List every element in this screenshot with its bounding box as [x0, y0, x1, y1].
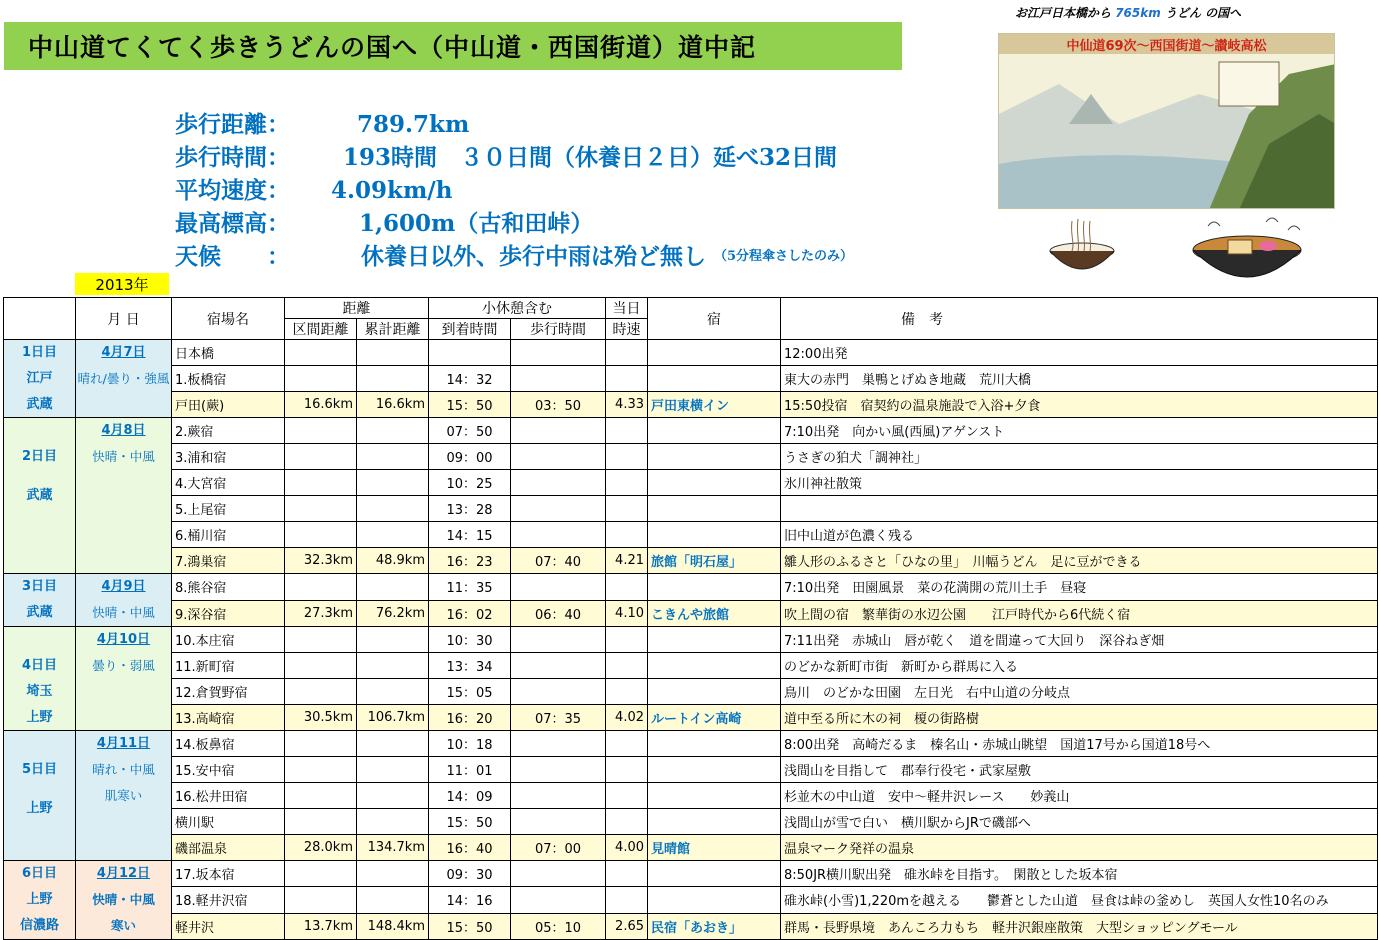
weather-label: 快晴・中風 [92, 605, 155, 620]
speed-cell: 2.65 [606, 913, 648, 939]
walk-time-cell [511, 496, 606, 522]
header-station: 宿場名 [172, 298, 285, 340]
header-month-day: 月 日 [76, 298, 172, 340]
stat-label: 平均速度： [175, 177, 290, 204]
station-cell: 18.軽井沢宿 [172, 887, 285, 913]
inn-cell: 民宿「あおき」 [648, 913, 781, 939]
speed-cell [606, 757, 648, 783]
inn-cell [648, 809, 781, 835]
station-cell: 軽井沢 [172, 913, 285, 939]
table-row [4, 653, 1378, 679]
cumulative-distance-cell [357, 522, 429, 548]
inn-cell [648, 444, 781, 470]
cumulative-distance-cell [357, 340, 429, 366]
speed-cell [606, 887, 648, 913]
region-label: 上野 [26, 892, 53, 907]
note-cell: 温泉マーク発祥の温泉 [781, 835, 1378, 861]
date-link[interactable]: 4月9日 [101, 579, 146, 594]
note-cell: うさぎの狛犬「調神社」 [781, 444, 1378, 470]
speed-cell: 4.02 [606, 705, 648, 731]
page-title: 中山道てくてく歩きうどんの国へ（中山道・西国街道）道中記 [4, 22, 902, 70]
walk-time-cell: 05：10 [511, 913, 606, 939]
speed-cell [606, 574, 648, 601]
weather-label: 晴れ・中風 [92, 762, 155, 777]
note-cell [781, 496, 1378, 522]
segment-distance-cell: 30.5km [285, 705, 357, 731]
segment-distance-cell: 13.7km [285, 913, 357, 939]
table-row [4, 679, 1378, 705]
inn-cell [648, 861, 781, 887]
station-cell: 4.大宮宿 [172, 470, 285, 496]
station-cell: 15.安中宿 [172, 757, 285, 783]
segment-distance-cell [285, 679, 357, 705]
cumulative-distance-cell: 148.4km [357, 913, 429, 939]
walk-time-cell [511, 418, 606, 444]
date-link[interactable]: 4月12日 [96, 866, 151, 881]
segment-distance-cell [285, 861, 357, 887]
day-label: 4日目 [21, 658, 58, 673]
note-cell: 8:50JR横川駅出発 碓氷峠を目指す。 閑散とした坂本宿 [781, 861, 1378, 887]
day-cell [4, 861, 76, 940]
cumulative-distance-cell [357, 757, 429, 783]
day-label: 2日目 [21, 449, 58, 464]
arrival-time-cell: 10：25 [429, 470, 511, 496]
cumulative-distance-cell [357, 731, 429, 757]
table-row [4, 887, 1378, 913]
speed-cell: 4.10 [606, 600, 648, 627]
station-cell: 日本橋 [172, 340, 285, 366]
arrival-time-cell: 13：28 [429, 496, 511, 522]
table-row [4, 444, 1378, 470]
segment-distance-cell [285, 809, 357, 835]
day-label: 5日目 [21, 762, 58, 777]
day-cell [4, 340, 76, 418]
arrival-time-cell: 14：32 [429, 366, 511, 392]
arrival-time-cell: 10：18 [429, 731, 511, 757]
cumulative-distance-cell [357, 418, 429, 444]
weather-label: 肌寒い [104, 788, 143, 803]
date-link[interactable]: 4月10日 [96, 632, 151, 647]
header-notes: 備 考 [781, 298, 1378, 340]
arrival-time-cell: 10：30 [429, 627, 511, 653]
cumulative-distance-cell [357, 809, 429, 835]
stat-row-speed [175, 174, 853, 207]
table-row [4, 809, 1378, 835]
region-label: 信濃路 [19, 918, 59, 933]
walk-time-cell [511, 731, 606, 757]
note-cell: 8:00出発 高崎だるま 榛名山・赤城山眺望 国道17号から国道18号へ [781, 731, 1378, 757]
table-row [4, 627, 1378, 653]
cumulative-distance-cell [357, 496, 429, 522]
stat-label: 天候 ： [175, 243, 290, 270]
arrival-time-cell: 14：15 [429, 522, 511, 548]
cumulative-distance-cell: 134.7km [357, 835, 429, 861]
header-distance: 距離 [285, 298, 429, 319]
segment-distance-cell: 28.0km [285, 835, 357, 861]
walk-time-cell [511, 757, 606, 783]
stat-label: 最高標高： [175, 210, 290, 237]
note-cell: 浅間山を目指して 郡奉行役宅・武家屋敷 [781, 757, 1378, 783]
date-cell [76, 627, 172, 731]
stat-label: 歩行距離： [175, 111, 290, 138]
inn-cell [648, 470, 781, 496]
date-cell [76, 340, 172, 418]
walk-time-cell [511, 679, 606, 705]
arrival-time-cell: 14：16 [429, 887, 511, 913]
inn-cell [648, 731, 781, 757]
speed-cell: 4.00 [606, 835, 648, 861]
speed-cell [606, 340, 648, 366]
date-cell [76, 731, 172, 861]
station-cell: 戸田(蕨) [172, 392, 285, 418]
table-row [4, 548, 1378, 574]
cumulative-distance-cell [357, 653, 429, 679]
day-cell [4, 627, 76, 731]
banner-caption [1015, 4, 1241, 21]
arrival-time-cell: 16：20 [429, 705, 511, 731]
weather-label: 快晴・中風 [92, 892, 155, 907]
note-cell: 浅間山が雪で白い 横川駅からJRで磯部へ [781, 809, 1378, 835]
stat-value: 789.7km [357, 111, 470, 138]
region-label: 埼玉 [26, 684, 53, 699]
date-link[interactable]: 4月8日 [101, 423, 146, 438]
inn-cell [648, 757, 781, 783]
walk-time-cell [511, 470, 606, 496]
cumulative-distance-cell: 106.7km [357, 705, 429, 731]
table-row [4, 522, 1378, 548]
banner-caption-prefix: お江戸日本橋から [1015, 6, 1112, 20]
note-cell: 杉並木の中山道 安中～軽井沢レース 妙義山 [781, 783, 1378, 809]
note-cell: 碓氷峠(小雪)1,220mを越える 鬱蒼とした山道 昼食は峠の釜めし 英国人女性10名のみ [781, 887, 1378, 913]
note-cell: 氷川神社散策 [781, 470, 1378, 496]
cumulative-distance-cell [357, 627, 429, 653]
segment-distance-cell [285, 887, 357, 913]
inn-cell: 旅館「明石屋」 [648, 548, 781, 574]
weather-label: 晴れ/曇り・強風 [77, 371, 170, 386]
banner-caption-km: 765km [1115, 6, 1161, 20]
cumulative-distance-cell [357, 679, 429, 705]
speed-cell [606, 679, 648, 705]
header-row-top [4, 298, 1378, 319]
date-link[interactable]: 4月11日 [96, 736, 151, 751]
region-label: 上野 [26, 710, 53, 725]
station-cell: 2.蕨宿 [172, 418, 285, 444]
inn-cell [648, 496, 781, 522]
segment-distance-cell: 16.6km [285, 392, 357, 418]
cumulative-distance-cell: 16.6km [357, 392, 429, 418]
print-title: 中仙道69次～西国街道～讃岐高松 [999, 34, 1334, 54]
day-cell [4, 418, 76, 574]
inn-cell [648, 627, 781, 653]
summary-stats [175, 108, 853, 273]
segment-distance-cell [285, 418, 357, 444]
table-row [4, 470, 1378, 496]
day-cell [4, 574, 76, 627]
cumulative-distance-cell [357, 574, 429, 601]
note-cell: 吹上間の宿 繁華街の水辺公園 江戸時代から6代続く宿 [781, 600, 1378, 627]
speed-cell [606, 861, 648, 887]
note-cell: のどかな新町市街 新町から群馬に入る [781, 653, 1378, 679]
station-cell: 13.高崎宿 [172, 705, 285, 731]
speed-cell [606, 653, 648, 679]
station-cell: 12.倉賀野宿 [172, 679, 285, 705]
year-badge: 2013年 [75, 273, 169, 295]
stat-value: 休養日以外、歩行中雨は殆ど無し [361, 243, 706, 270]
station-cell: 7.鴻巣宿 [172, 548, 285, 574]
cumulative-distance-cell: 76.2km [357, 600, 429, 627]
segment-distance-cell [285, 496, 357, 522]
arrival-time-cell: 09：30 [429, 861, 511, 887]
inn-cell: こきんや旅館 [648, 600, 781, 627]
speed-cell: 4.33 [606, 392, 648, 418]
date-cell [76, 418, 172, 574]
cumulative-distance-cell [357, 470, 429, 496]
arrival-time-cell: 13：34 [429, 653, 511, 679]
segment-distance-cell: 32.3km [285, 548, 357, 574]
region-label: 武蔵 [26, 605, 53, 620]
day-label: 1日目 [21, 345, 58, 360]
table-row [4, 731, 1378, 757]
segment-distance-cell [285, 653, 357, 679]
arrival-time-cell: 14：09 [429, 783, 511, 809]
walk-time-cell: 07：40 [511, 548, 606, 574]
station-cell: 8.熊谷宿 [172, 574, 285, 601]
weather-label: 寒い [110, 918, 136, 933]
table-row [4, 705, 1378, 731]
segment-distance-cell [285, 757, 357, 783]
arrival-time-cell: 11：01 [429, 757, 511, 783]
speed-cell: 4.21 [606, 548, 648, 574]
inn-cell: 戸田東横イン [648, 392, 781, 418]
speed-cell [606, 731, 648, 757]
arrival-time-cell: 16：02 [429, 600, 511, 627]
speed-cell [606, 366, 648, 392]
segment-distance-cell [285, 783, 357, 809]
table-row [4, 861, 1378, 887]
arrival-time-cell: 16：23 [429, 548, 511, 574]
walk-time-cell [511, 522, 606, 548]
inn-cell: ルートイン高崎 [648, 705, 781, 731]
note-cell: 旧中山道が色濃く残る [781, 522, 1378, 548]
stat-value: 193時間 ３０日間（休養日２日）延べ32日間 [343, 144, 838, 171]
table-row [4, 418, 1378, 444]
table-row [4, 392, 1378, 418]
arrival-time-cell: 07：50 [429, 418, 511, 444]
walk-time-cell [511, 783, 606, 809]
walk-time-cell: 07：00 [511, 835, 606, 861]
note-cell: 12:00出発 [781, 340, 1378, 366]
inn-cell [648, 653, 781, 679]
table-row [4, 757, 1378, 783]
speed-cell [606, 444, 648, 470]
region-label: 武蔵 [26, 397, 53, 412]
station-cell: 9.深谷宿 [172, 600, 285, 627]
header-inn: 宿 [648, 298, 781, 340]
stat-row-distance [175, 108, 853, 141]
station-cell: 17.坂本宿 [172, 861, 285, 887]
stat-note: （5分程傘さしたのみ） [714, 249, 854, 264]
banner-caption-suffix: うどん の国へ [1164, 6, 1242, 20]
woodblock-print-image [998, 33, 1335, 209]
walk-time-cell [511, 627, 606, 653]
region-label: 武蔵 [26, 488, 53, 503]
walk-time-cell [511, 653, 606, 679]
note-cell: 7:11出発 赤城山 唇が乾く 道を間違って大回り 深谷ねぎ畑 [781, 627, 1378, 653]
inn-cell [648, 783, 781, 809]
header-rest-group: 小休憩含む [429, 298, 606, 319]
arrival-time-cell: 11：35 [429, 574, 511, 601]
note-cell: 15:50投宿 宿契約の温泉施設で入浴+夕食 [781, 392, 1378, 418]
header-arrival: 到着時間 [429, 319, 511, 340]
inn-cell [648, 679, 781, 705]
arrival-time-cell [429, 340, 511, 366]
inn-cell [648, 574, 781, 601]
stat-value: 4.09km/h [331, 177, 453, 204]
cumulative-distance-cell [357, 861, 429, 887]
table-row [4, 366, 1378, 392]
day-cell [4, 731, 76, 861]
date-link[interactable]: 4月7日 [101, 345, 146, 360]
header-cumulative: 累計距離 [357, 319, 429, 340]
walk-time-cell: 03：50 [511, 392, 606, 418]
itinerary-body [4, 340, 1378, 940]
stat-label: 歩行時間： [175, 144, 290, 171]
day-label: 3日目 [21, 579, 58, 594]
station-cell: 16.松井田宿 [172, 783, 285, 809]
cumulative-distance-cell [357, 887, 429, 913]
walk-time-cell [511, 887, 606, 913]
note-cell: 鳥川 のどかな田園 左日光 右中山道の分岐点 [781, 679, 1378, 705]
segment-distance-cell [285, 522, 357, 548]
walk-time-cell [511, 809, 606, 835]
speed-cell [606, 418, 648, 444]
weather-label: 快晴・中風 [92, 449, 155, 464]
header-speed-top: 当日 [606, 298, 648, 319]
date-cell [76, 574, 172, 627]
walk-time-cell [511, 574, 606, 601]
note-cell: 雛人形のふるさと「ひなの里」 川幅うどん 足に豆ができる [781, 548, 1378, 574]
date-cell [76, 861, 172, 940]
cumulative-distance-cell [357, 444, 429, 470]
speed-cell [606, 783, 648, 809]
note-cell: 東大の赤門 巣鴨とげぬき地蔵 荒川大橋 [781, 366, 1378, 392]
table-row [4, 600, 1378, 627]
table-row [4, 783, 1378, 809]
station-cell: 3.浦和宿 [172, 444, 285, 470]
segment-distance-cell [285, 340, 357, 366]
stat-row-weather [175, 240, 853, 273]
segment-distance-cell: 27.3km [285, 600, 357, 627]
note-cell: 群馬・長野県境 あんころ力もち 軽井沢銀座散策 大型ショッピングモール [781, 913, 1378, 939]
station-cell: 磯部温泉 [172, 835, 285, 861]
table-row [4, 574, 1378, 601]
inn-cell [648, 366, 781, 392]
speed-cell [606, 496, 648, 522]
arrival-time-cell: 15：50 [429, 392, 511, 418]
segment-distance-cell [285, 366, 357, 392]
cumulative-distance-cell [357, 366, 429, 392]
segment-distance-cell [285, 470, 357, 496]
walk-time-cell [511, 861, 606, 887]
inn-cell: 見晴館 [648, 835, 781, 861]
arrival-time-cell: 15：50 [429, 809, 511, 835]
stat-value: 1,600m（古和田峠） [359, 210, 594, 237]
cumulative-distance-cell [357, 783, 429, 809]
weather-label: 曇り・弱風 [92, 658, 155, 673]
inn-cell [648, 522, 781, 548]
segment-distance-cell [285, 574, 357, 601]
station-cell: 14.板鼻宿 [172, 731, 285, 757]
header-day [4, 298, 76, 340]
table-row [4, 340, 1378, 366]
speed-cell [606, 522, 648, 548]
region-label: 江戸 [26, 371, 53, 386]
station-cell: 6.桶川宿 [172, 522, 285, 548]
note-cell: 7:10出発 田園風景 菜の花満開の荒川土手 昼寝 [781, 574, 1378, 601]
arrival-time-cell: 15：50 [429, 913, 511, 939]
station-cell: 5.上尾宿 [172, 496, 285, 522]
header-segment: 区間距離 [285, 319, 357, 340]
inn-cell [648, 340, 781, 366]
stat-row-elevation [175, 207, 853, 240]
inn-cell [648, 887, 781, 913]
note-cell: 7:10出発 向かい風(西風)アゲンスト [781, 418, 1378, 444]
landscape-illustration [999, 54, 1335, 209]
station-cell: 1.板橋宿 [172, 366, 285, 392]
walk-time-cell [511, 366, 606, 392]
speed-cell [606, 627, 648, 653]
header-speed-bottom: 時速 [606, 319, 648, 340]
walk-time-cell [511, 340, 606, 366]
table-row [4, 496, 1378, 522]
header-walk-time: 歩行時間 [511, 319, 606, 340]
speed-cell [606, 470, 648, 496]
note-cell: 道中至る所に木の祠 榎の街路樹 [781, 705, 1378, 731]
day-label: 6日目 [21, 866, 58, 881]
udon-bowl-large-icon [1188, 212, 1306, 292]
station-cell: 横川駅 [172, 809, 285, 835]
table-row [4, 835, 1378, 861]
station-cell: 10.本庄宿 [172, 627, 285, 653]
arrival-time-cell: 09：00 [429, 444, 511, 470]
walk-time-cell [511, 444, 606, 470]
udon-bowl-small-icon [1042, 215, 1122, 281]
segment-distance-cell [285, 731, 357, 757]
itinerary-table [3, 297, 1378, 940]
segment-distance-cell [285, 627, 357, 653]
station-cell: 11.新町宿 [172, 653, 285, 679]
segment-distance-cell [285, 444, 357, 470]
inn-cell [648, 418, 781, 444]
arrival-time-cell: 16：40 [429, 835, 511, 861]
speed-cell [606, 809, 648, 835]
cumulative-distance-cell: 48.9km [357, 548, 429, 574]
walk-time-cell: 06：40 [511, 600, 606, 627]
arrival-time-cell: 15：05 [429, 679, 511, 705]
region-label: 上野 [26, 801, 53, 816]
walk-time-cell: 07：35 [511, 705, 606, 731]
stat-row-time [175, 141, 853, 174]
